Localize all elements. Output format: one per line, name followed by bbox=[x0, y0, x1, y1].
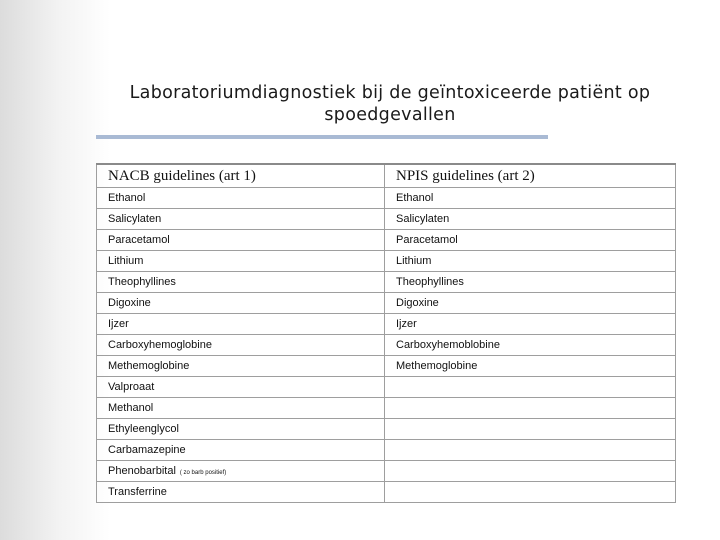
title-line-1: Laboratoriumdiagnostiek bij de geïntoxiceerde patiënt op bbox=[129, 83, 651, 103]
nacb-cell: Carboxyhemoglobine bbox=[97, 335, 385, 356]
title-underline bbox=[96, 135, 548, 139]
nacb-cell: Carbamazepine bbox=[97, 440, 385, 461]
nacb-cell: Transferrine bbox=[97, 482, 385, 503]
npis-cell bbox=[385, 419, 676, 440]
nacb-cell: Valproaat bbox=[97, 377, 385, 398]
npis-cell bbox=[385, 377, 676, 398]
nacb-cell: Theophyllines bbox=[97, 272, 385, 293]
npis-cell: Methemoglobine bbox=[385, 356, 676, 377]
nacb-cell: Lithium bbox=[97, 251, 385, 272]
table-row bbox=[97, 293, 676, 314]
npis-cell: Carboxyhemoblobine bbox=[385, 335, 676, 356]
npis-cell: Digoxine bbox=[385, 293, 676, 314]
table-row bbox=[97, 251, 676, 272]
npis-cell: Lithium bbox=[385, 251, 676, 272]
nacb-cell: Ethanol bbox=[97, 188, 385, 209]
npis-cell bbox=[385, 482, 676, 503]
header-npis: NPIS guidelines (art 2) bbox=[385, 164, 676, 188]
nacb-cell: Digoxine bbox=[97, 293, 385, 314]
table-row bbox=[97, 272, 676, 293]
npis-cell: Theophyllines bbox=[385, 272, 676, 293]
table-row bbox=[97, 209, 676, 230]
npis-cell bbox=[385, 461, 676, 482]
nacb-cell: Salicylaten bbox=[97, 209, 385, 230]
nacb-cell-text: Phenobarbital bbox=[108, 465, 176, 477]
table-row bbox=[97, 188, 676, 209]
nacb-cell: Methemoglobine bbox=[97, 356, 385, 377]
npis-cell: Ethanol bbox=[385, 188, 676, 209]
guidelines-table bbox=[96, 163, 676, 503]
npis-cell: Salicylaten bbox=[385, 209, 676, 230]
nacb-cell: Ijzer bbox=[97, 314, 385, 335]
table-row bbox=[97, 356, 676, 377]
table-row bbox=[97, 461, 676, 482]
header-nacb: NACB guidelines (art 1) bbox=[97, 164, 385, 188]
table-row bbox=[97, 398, 676, 419]
title-line-2: spoedgevallen bbox=[324, 105, 456, 125]
nacb-cell: Paracetamol bbox=[97, 230, 385, 251]
npis-cell bbox=[385, 398, 676, 419]
table-row bbox=[97, 419, 676, 440]
table-row bbox=[97, 482, 676, 503]
nacb-cell-with-note bbox=[97, 461, 385, 482]
nacb-cell: Ethyleenglycol bbox=[97, 419, 385, 440]
nacb-cell: Methanol bbox=[97, 398, 385, 419]
npis-cell: Paracetamol bbox=[385, 230, 676, 251]
npis-cell bbox=[385, 440, 676, 461]
slide-title bbox=[96, 82, 684, 126]
table-row bbox=[97, 440, 676, 461]
table-header-row bbox=[97, 164, 676, 188]
npis-cell: Ijzer bbox=[385, 314, 676, 335]
phenobarbital-note: ( zo barb positief) bbox=[179, 470, 227, 476]
table-row bbox=[97, 314, 676, 335]
table-row bbox=[97, 335, 676, 356]
table-row bbox=[97, 230, 676, 251]
table-row bbox=[97, 377, 676, 398]
